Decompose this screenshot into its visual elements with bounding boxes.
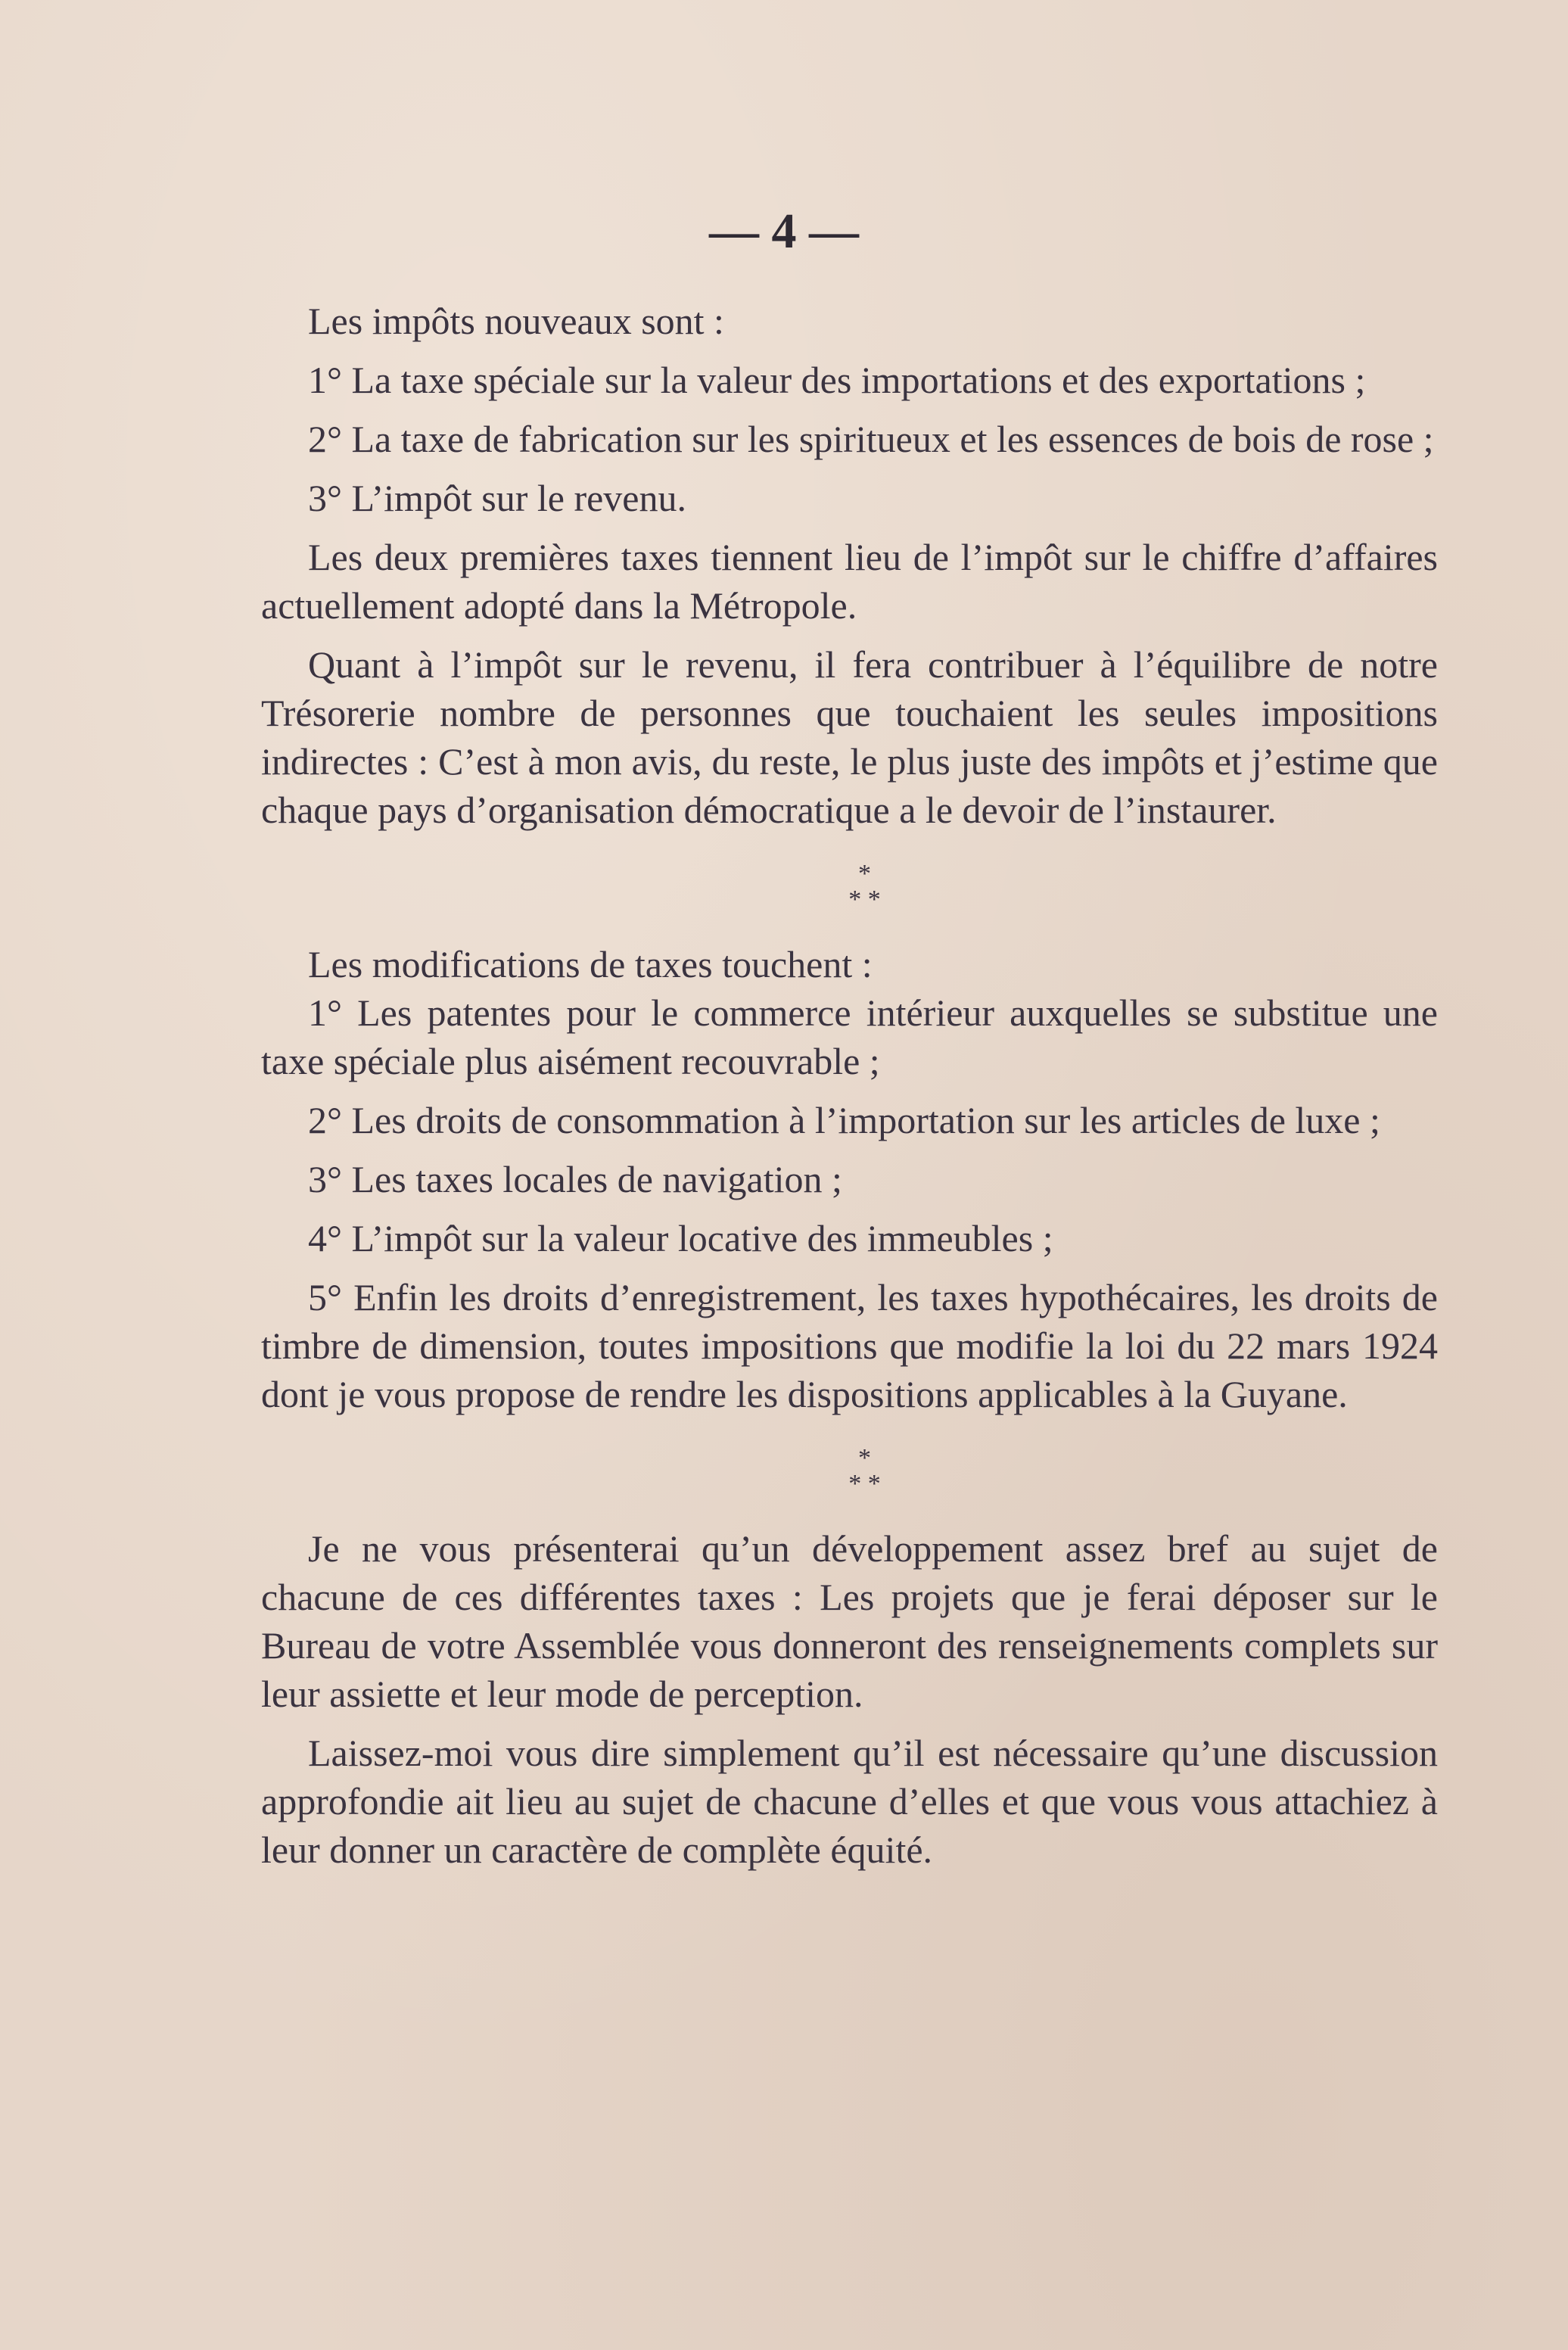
asterism-top-2: *	[858, 1444, 871, 1472]
section2-item-2: 2° Les droits de consommation à l’importation sur les articles de luxe ;	[308, 1099, 1380, 1141]
section2-item-1: 1° Les patentes pour le commerce intérieur auxquelles se substitue une taxe spéciale plus aisément recouvrable ;	[261, 991, 1438, 1082]
section1-item-1: 1° La taxe spéciale sur la valeur des importations et des exportations ;	[308, 359, 1366, 401]
section1-paragraph-2: Quant à l’impôt sur le revenu, il fera contribuer à l’équilibre de notre Trésorerie nombre de personnes que touchaient les seules impositions indirectes : C’est à mon avis, du reste, le plus juste des impôts et j’estime que chaque pays d’organisation démocratique a le devoir de l’instaurer.	[261, 643, 1438, 831]
section2-item-5: 5° Enfin les droits d’enregistrement, les taxes hypothécaires, les droits de timbre de dimension, toutes impositions que modifie la loi du 22 mars 1924 dont je vous propose de rendre les dispositions applicables à la Guyane.	[261, 1276, 1438, 1415]
asterism-top-1: *	[858, 860, 871, 888]
section2-item-4: 4° L’impôt sur la valeur locative des immeubles ;	[308, 1217, 1053, 1259]
asterism-bottom-2: * *	[848, 1470, 881, 1498]
section1-item-2: 2° La taxe de fabrication sur les spiritueux et les essences de bois de rose ;	[308, 418, 1434, 460]
page-number: — 4 —	[709, 204, 859, 259]
section1-intro: Les impôts nouveaux sont :	[308, 300, 724, 342]
section3-paragraph-2: Laissez-moi vous dire simplement qu’il est nécessaire qu’une discussion approfondie ait lieu au sujet de chacune d’elles et que vous vous attachiez à leur donner un caractère de complète équité.	[261, 1732, 1438, 1871]
body-text	[261, 297, 1438, 1874]
section3-paragraph-1: Je ne vous présenterai qu’un développement assez bref au sujet de chacune de ces différentes taxes : Les projets que je ferai déposer sur le Bureau de votre Assemblée vous donneront des renseignements complets sur leur assiette et leur mode de perception.	[261, 1527, 1438, 1715]
section1-item-3: 3° L’impôt sur le revenu.	[308, 477, 686, 519]
section2-item-3: 3° Les taxes locales de navigation ;	[308, 1158, 842, 1200]
section2-intro: Les modifications de taxes touchent :	[308, 943, 873, 985]
section1-paragraph-1: Les deux premières taxes tiennent lieu de l’impôt sur le chiffre d’affaires actuellement adopté dans la Métropole.	[261, 536, 1438, 627]
asterism-bottom-1: * *	[848, 886, 881, 914]
